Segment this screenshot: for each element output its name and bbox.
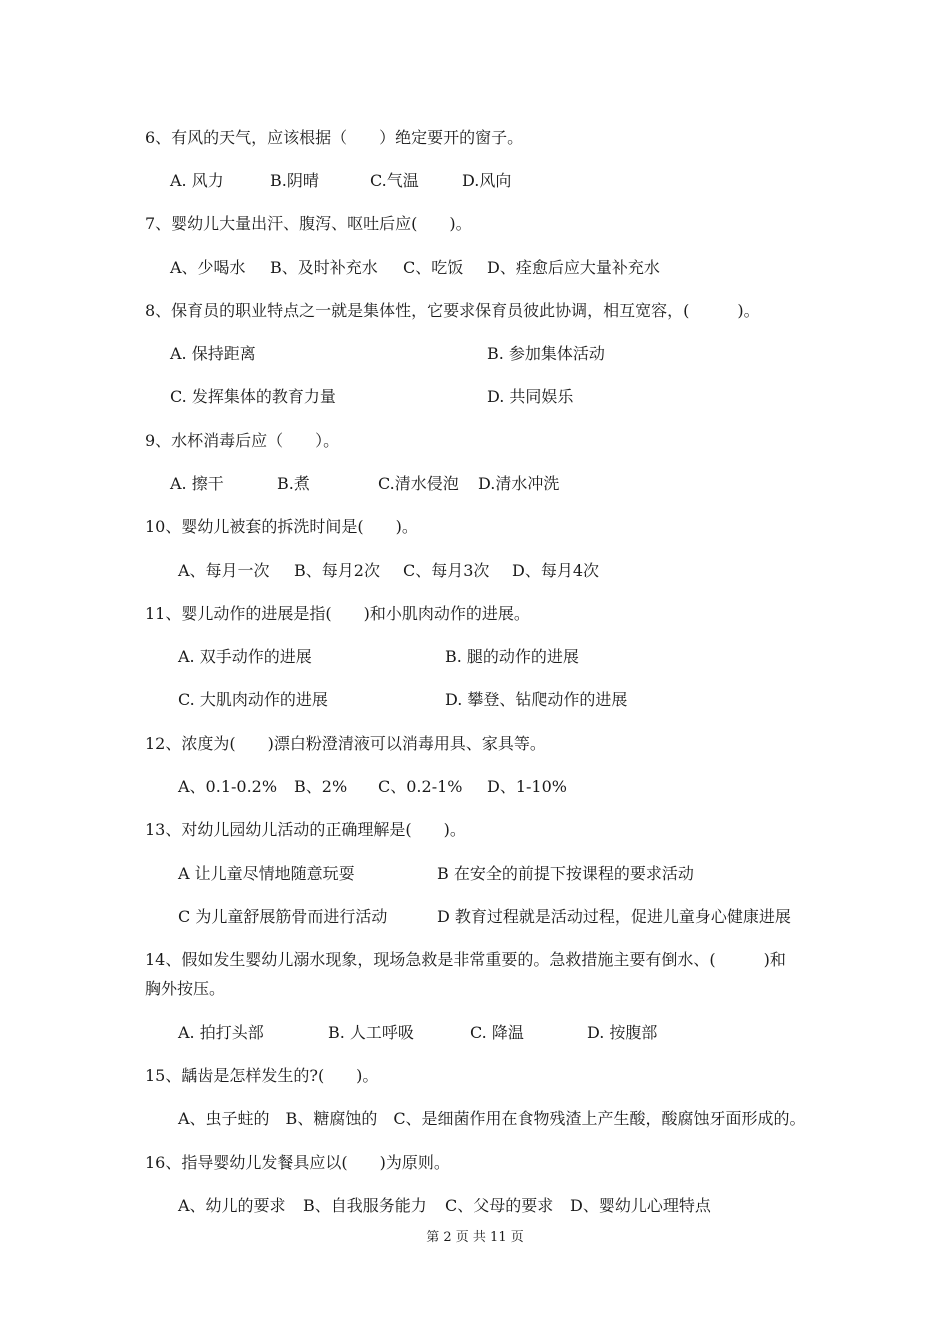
q16-option-a: A、幼儿的要求 [178,1196,286,1215]
q11-option-a: A. 双手动作的进展 [178,647,312,666]
q9-option-d: D.清水冲洗 [478,474,560,493]
q16-option-b: B、自我服务能力 [303,1196,427,1215]
q14-option-c: C. 降温 [470,1023,524,1042]
q7-option-c: C、吃饭 [403,258,464,277]
q7-option-b: B、及时补充水 [270,258,378,277]
q6-option-b: B.阴晴 [270,171,319,190]
q8-option-c: C. 发挥集体的教育力量 [170,387,336,406]
q6-option-d: D.风向 [462,171,512,190]
q9-option-a: A. 擦干 [170,474,224,493]
q10-option-a: A、每月一次 [178,561,270,580]
q12-option-b: B、2% [294,777,348,796]
q12-option-d: D、1-10% [487,777,567,796]
question-13-stem: 13、对幼儿园幼儿活动的正确理解是( )。 [145,820,466,839]
q8-option-b: B. 参加集体活动 [487,344,605,363]
q13-option-a: A 让儿童尽情地随意玩耍 [178,864,355,883]
question-10-stem: 10、婴幼儿被套的拆洗时间是( )。 [145,517,418,536]
q9-option-b: B.煮 [277,474,310,493]
q14-option-a: A. 拍打头部 [178,1023,264,1042]
q8-option-d: D. 共同娱乐 [487,387,574,406]
question-8-stem: 8、保育员的职业特点之一就是集体性，它要求保育员彼此协调，相互宽容，( )。 [145,301,760,320]
question-6-stem: 6、有风的天气，应该根据（ ）绝定要开的窗子。 [145,128,524,147]
q12-option-a: A、0.1-0.2% [178,777,278,796]
question-14-stem-cont: 胸外按压。 [145,979,226,998]
question-11-stem: 11、婴儿动作的进展是指( )和小肌肉动作的进展。 [145,604,530,623]
page-footer: 第 2 页 共 11 页 [426,1230,524,1245]
question-15-stem: 15、龋齿是怎样发生的?( )。 [145,1066,379,1085]
q9-option-c: C.清水侵泡 [378,474,459,493]
q7-option-d: D、痊愈后应大量补充水 [487,258,660,277]
question-14-stem: 14、假如发生婴幼儿溺水现象，现场急救是非常重要的。急救措施主要有倒水、( )和 [145,950,786,969]
q11-option-c: C. 大肌肉动作的进展 [178,690,328,709]
q12-option-c: C、0.2-1% [378,777,463,796]
q10-option-d: D、每月4次 [512,561,600,580]
question-7-stem: 7、婴幼儿大量出汗、腹泻、呕吐后应( )。 [145,214,472,233]
q14-option-d: D. 按腹部 [587,1023,658,1042]
question-12-stem: 12、浓度为( )漂白粉澄清液可以消毒用具、家具等。 [145,734,546,753]
q6-option-c: C.气温 [370,171,419,190]
question-16-stem: 16、指导婴幼儿发餐具应以( )为原则。 [145,1153,450,1172]
q11-option-b: B. 腿的动作的进展 [445,647,579,666]
q16-option-d: D、婴幼儿心理特点 [570,1196,711,1215]
q14-option-b: B. 人工呼吸 [328,1023,414,1042]
q8-option-a: A. 保持距离 [170,344,256,363]
q13-option-d: D 教育过程就是活动过程，促进儿童身心健康进展 [437,907,791,926]
q16-option-c: C、父母的要求 [445,1196,554,1215]
q10-option-c: C、每月3次 [403,561,490,580]
q13-option-b: B 在安全的前提下按课程的要求活动 [437,864,694,883]
q11-option-d: D. 攀登、钻爬动作的进展 [445,690,628,709]
q13-option-c: C 为儿童舒展筋骨而进行活动 [178,907,388,926]
question-9-stem: 9、水杯消毒后应（ ）。 [145,431,340,450]
q15-options: A、虫子蛀的 B、糖腐蚀的 C、是细菌作用在食物残渣上产生酸，酸腐蚀牙面形成的。 [178,1109,806,1128]
q10-option-b: B、每月2次 [294,561,380,580]
q7-option-a: A、少喝水 [170,258,246,277]
q6-option-a: A. 风力 [170,171,224,190]
